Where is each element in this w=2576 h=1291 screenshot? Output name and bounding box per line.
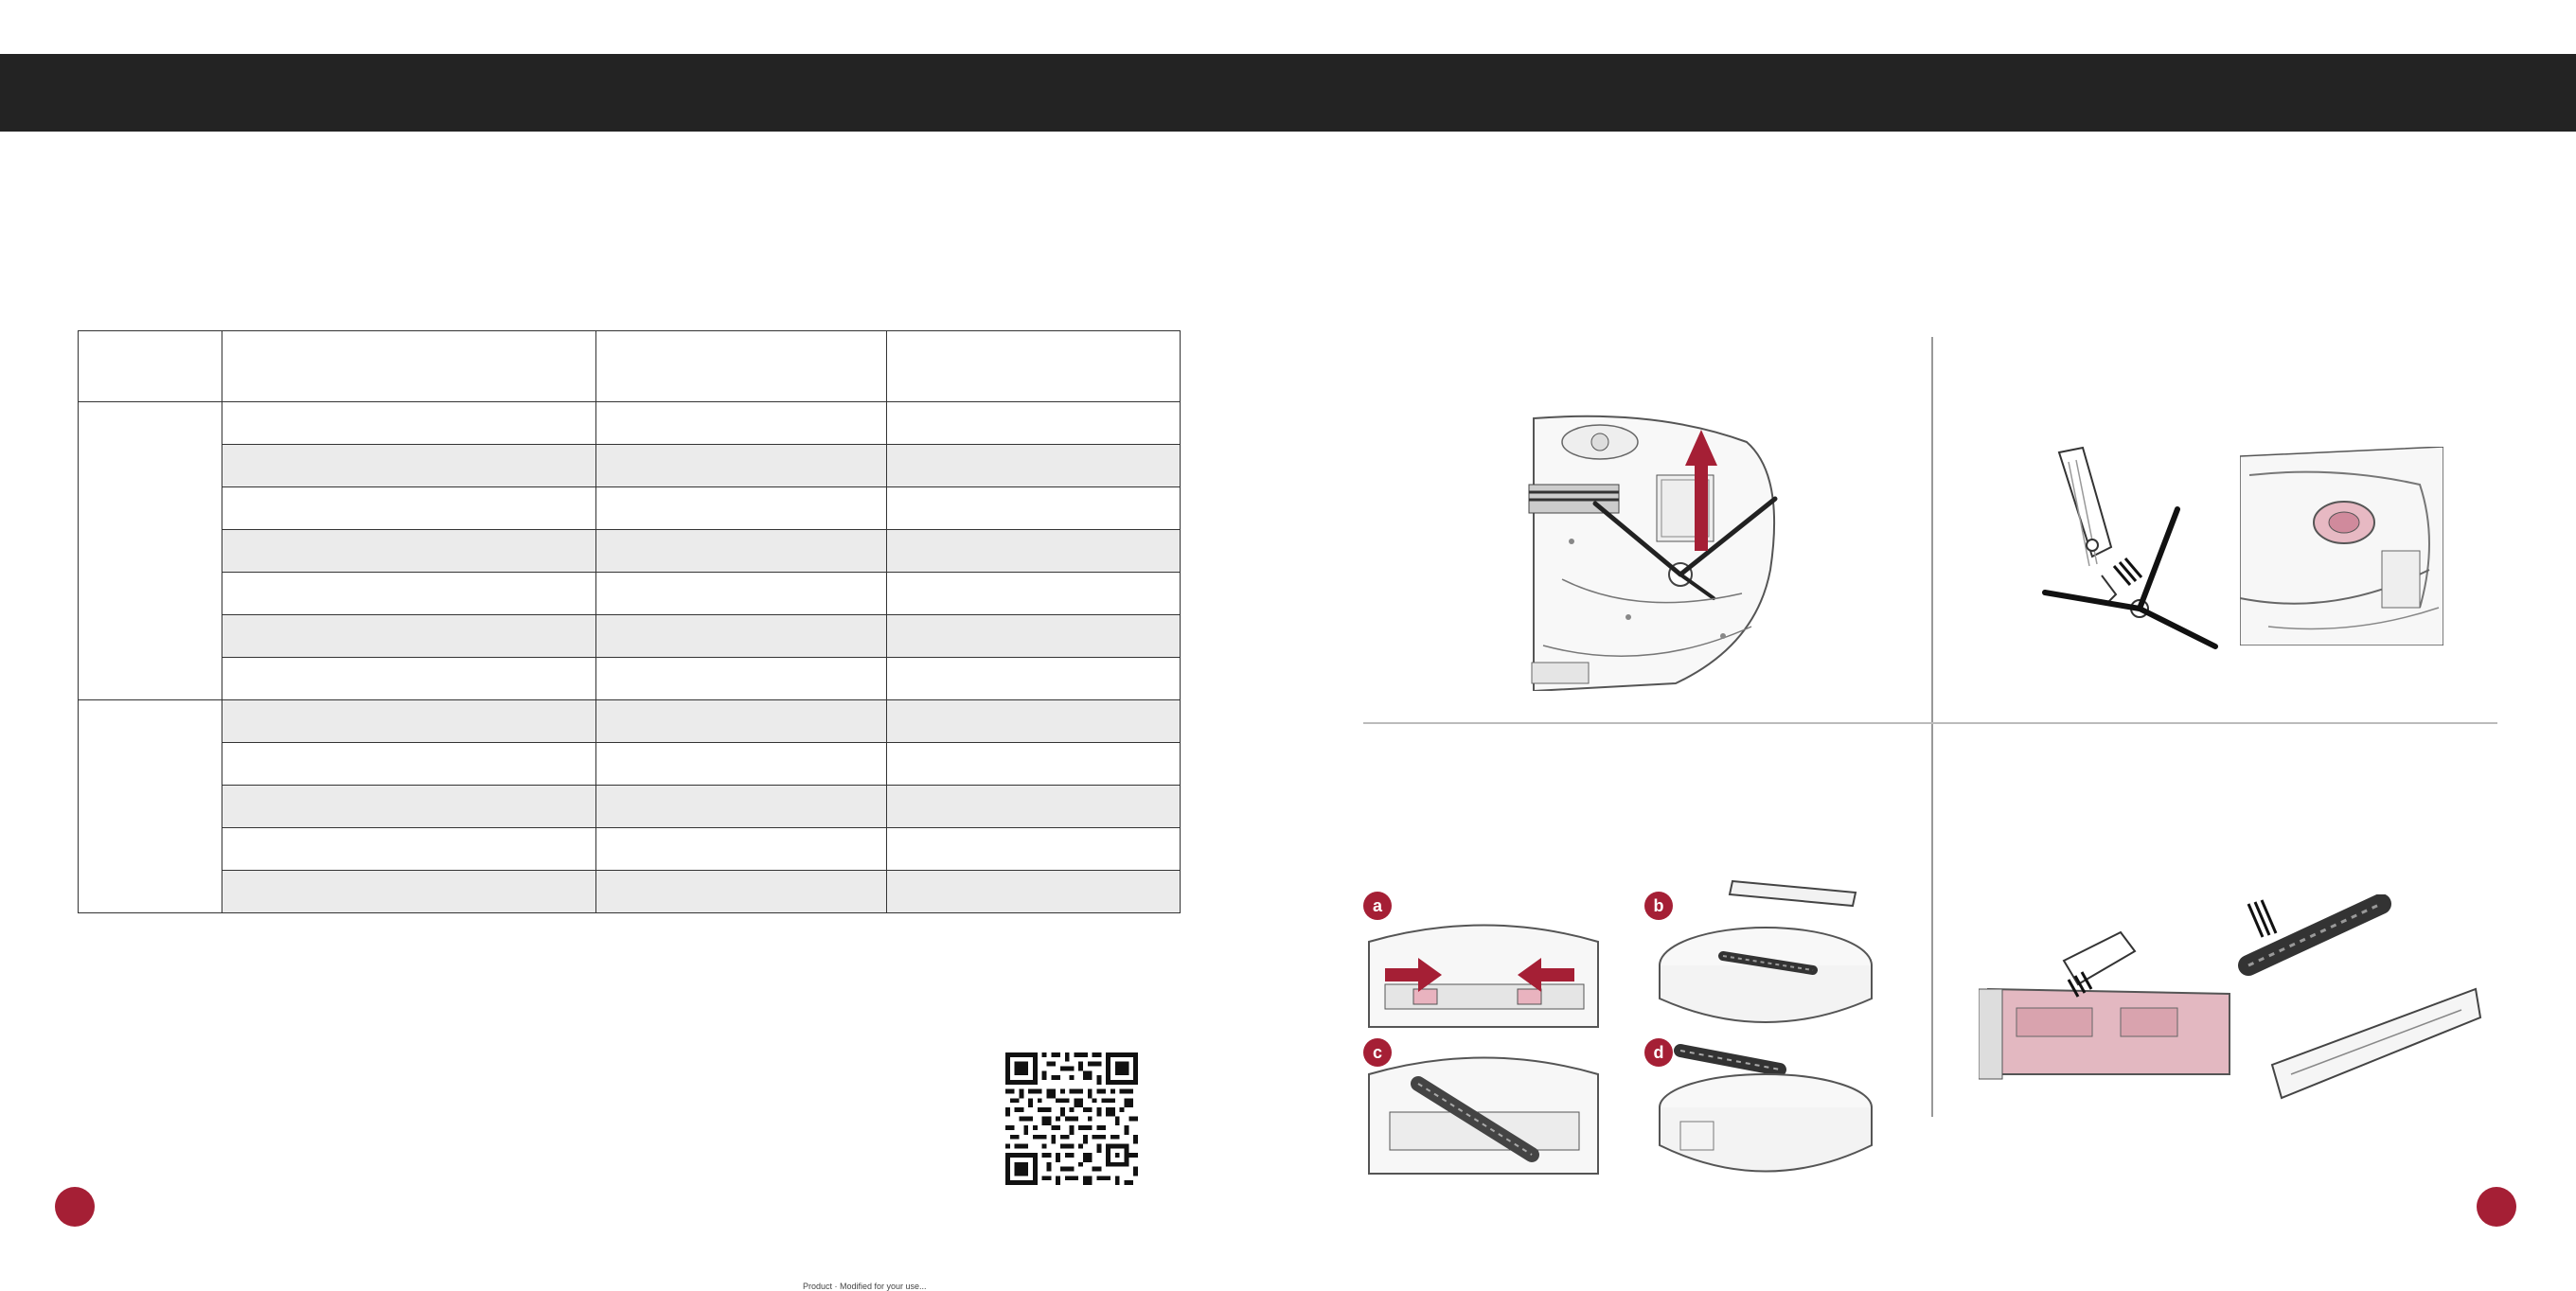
brush-socket-illustration <box>2240 447 2443 646</box>
step-badge: c <box>1372 1043 1383 1062</box>
table-cell <box>222 487 596 530</box>
table-cell <box>887 573 1181 615</box>
table-cell <box>887 402 1181 445</box>
table-cell <box>596 700 887 743</box>
step-badge: d <box>1653 1043 1664 1062</box>
table-header-cell <box>79 331 222 402</box>
cleaning-tool-illustration <box>2040 443 2230 651</box>
table-row <box>79 402 1181 445</box>
table-header-row <box>79 331 1181 402</box>
panel-divider-horizontal <box>1363 722 2497 724</box>
table-cell <box>887 658 1181 700</box>
table-row <box>79 487 1181 530</box>
step-b-illustration <box>1643 875 1889 1036</box>
table-header-cell <box>596 331 887 402</box>
panel-divider-vertical <box>1931 337 1933 1117</box>
table-cell <box>596 445 887 487</box>
table-row <box>79 573 1181 615</box>
table-cell <box>887 487 1181 530</box>
table-cell <box>596 615 887 658</box>
maintenance-table <box>78 330 1181 913</box>
table-cell <box>887 700 1181 743</box>
qr-code-icon <box>1005 1052 1138 1185</box>
table-cell <box>596 658 887 700</box>
table-cell <box>222 445 596 487</box>
table-cell <box>887 786 1181 828</box>
table-row <box>79 786 1181 828</box>
table-cell <box>596 871 887 913</box>
table-cell <box>222 786 596 828</box>
table-cell <box>222 530 596 573</box>
table-row <box>79 615 1181 658</box>
table-cell <box>596 743 887 786</box>
table-cell <box>222 743 596 786</box>
table-cell <box>596 530 887 573</box>
table-cell <box>887 445 1181 487</box>
table-row <box>79 700 1181 743</box>
table-cell <box>887 743 1181 786</box>
table-row <box>79 658 1181 700</box>
table-cell <box>222 828 596 871</box>
table-group-label <box>79 700 222 913</box>
table-cell <box>222 615 596 658</box>
header-bar <box>0 54 2576 132</box>
table-row <box>79 871 1181 913</box>
robot-underside-illustration <box>1524 409 1789 691</box>
footnote: Product · Modified for your use... <box>803 1282 927 1291</box>
page-number-marker <box>55 1187 95 1227</box>
table-cell <box>596 487 887 530</box>
table-cell <box>887 828 1181 871</box>
table-cell <box>222 402 596 445</box>
table-cell <box>596 828 887 871</box>
table-cell <box>222 658 596 700</box>
table-header-cell <box>887 331 1181 402</box>
step-badge: a <box>1372 896 1383 915</box>
brush-roll-illustration <box>1979 894 2490 1122</box>
table-row <box>79 530 1181 573</box>
table-row <box>79 828 1181 871</box>
table-cell <box>222 700 596 743</box>
table-cell <box>596 402 887 445</box>
table-cell <box>887 530 1181 573</box>
table-group-label <box>79 402 222 700</box>
table-row <box>79 445 1181 487</box>
step-badge: b <box>1653 896 1664 915</box>
table-header-cell <box>222 331 596 402</box>
step-c-illustration <box>1361 1036 1608 1178</box>
table-cell <box>222 573 596 615</box>
table-cell <box>222 871 596 913</box>
table-cell <box>596 786 887 828</box>
table-cell <box>596 573 887 615</box>
page-number-marker <box>2477 1187 2516 1227</box>
table-cell <box>887 615 1181 658</box>
table-row <box>79 743 1181 786</box>
step-a-illustration <box>1361 890 1608 1032</box>
step-d-illustration <box>1643 1036 1889 1188</box>
table-cell <box>887 871 1181 913</box>
